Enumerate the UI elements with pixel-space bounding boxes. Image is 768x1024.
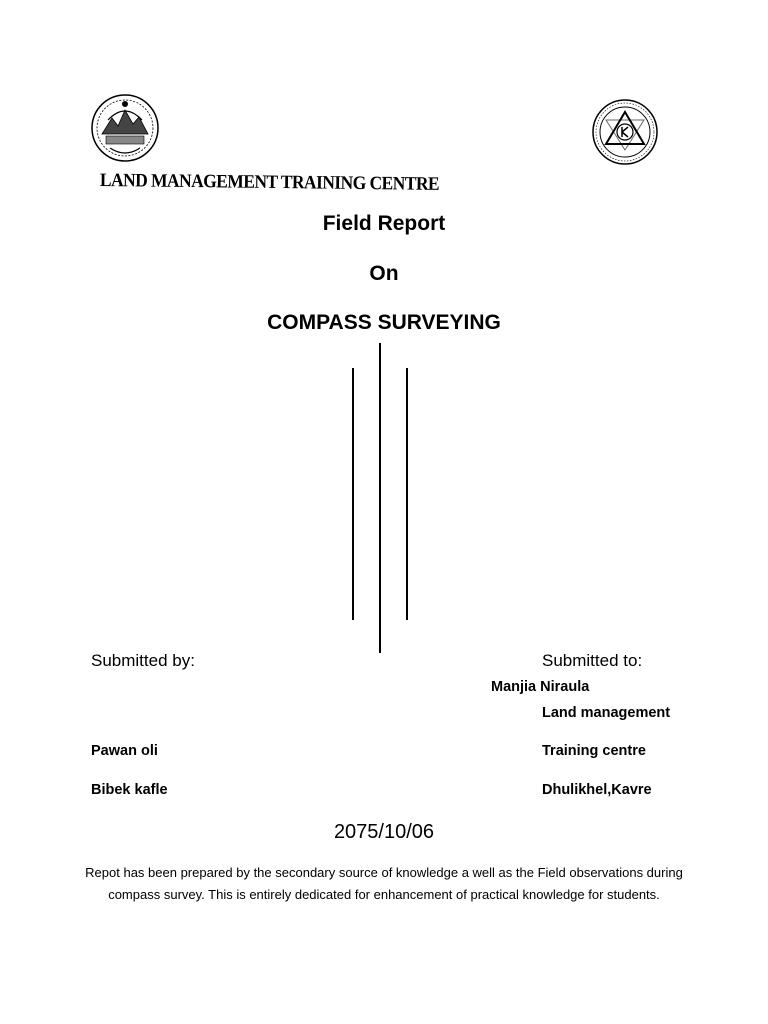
student-name: Bibek kafle	[91, 782, 168, 798]
submitted-by-label: Submitted by:	[91, 651, 195, 670]
address-line: Land management	[542, 705, 671, 721]
address-line: Dhulikhel,Kavre	[542, 782, 652, 798]
submitted-to-label: Submitted to:	[542, 651, 643, 670]
address-line: Training centre	[542, 743, 646, 759]
student-name: Pawan oli	[91, 743, 158, 759]
report-subject: COMPASS SURVEYING	[267, 311, 501, 334]
report-abstract: Repot has been prepared by the secondary source of knowledge a well as the Field observations during compass survey. This is entirely dedicated for enhancement of practical knowledge for students.	[85, 865, 683, 902]
report-title: Field Report	[322, 212, 446, 235]
report-date: 2075/10/06	[333, 821, 435, 843]
decorative-line-left	[352, 368, 354, 620]
report-connector: On	[369, 262, 399, 285]
decorative-line-center	[379, 343, 381, 653]
supervisor-name: Manjia Niraula	[491, 679, 590, 695]
lmtc-seal-icon	[590, 98, 660, 166]
government-emblem-icon	[90, 90, 160, 166]
organization-name: LAND MANAGEMENT TRAINING CENTRE	[99, 170, 440, 195]
decorative-line-right	[406, 368, 408, 620]
